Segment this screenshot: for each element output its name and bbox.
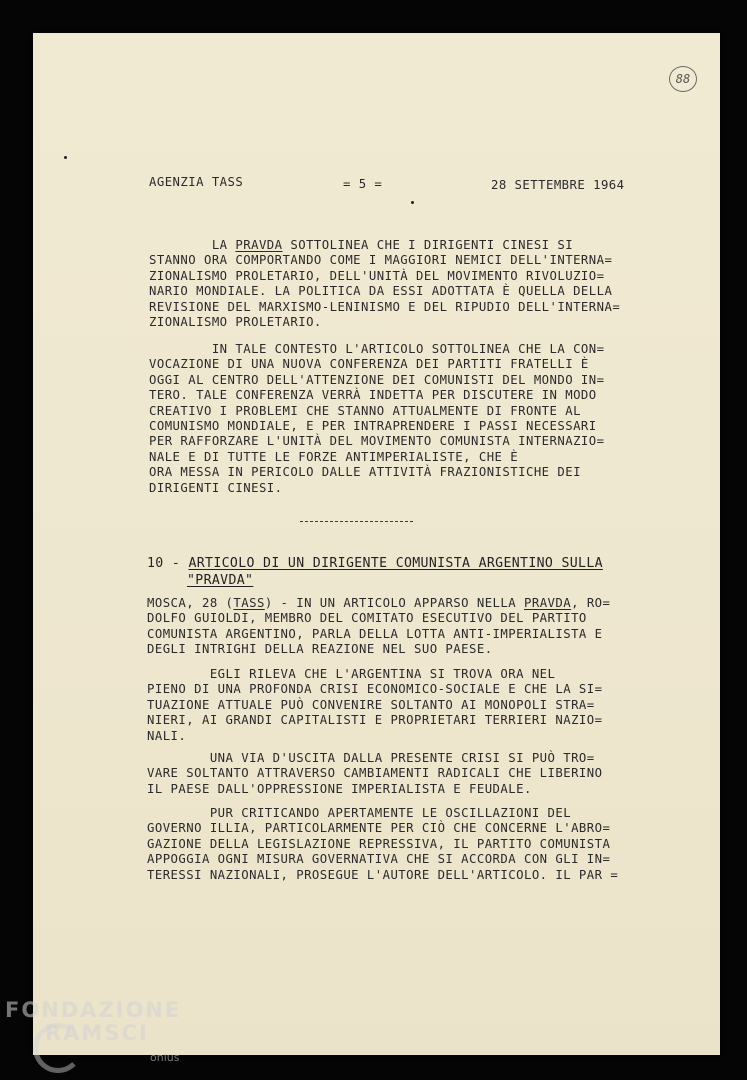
text-line: COMUNISTA ARGENTINO, PARLA DELLA LOTTA ANTI-IMPERIALISTA E: [147, 626, 603, 641]
text-line: TERO. TALE CONFERENZA VERRÀ INDETTA PER DISCUTERE IN MODO: [149, 388, 597, 403]
ink-dot: [411, 201, 414, 204]
agency-name: AGENZIA TASS: [149, 175, 244, 189]
watermark-line3: onlus: [150, 1051, 180, 1064]
text-line: DEGLI INTRIGHI DELLA REAZIONE NEL SUO PAESE.: [147, 642, 493, 657]
article-heading: [147, 555, 603, 589]
text-line: TUAZIONE ATTUALE PUÒ CONVENIRE SOLTANTO AI MONOPOLI STRA=: [147, 697, 595, 712]
page-number-annotation: 88: [669, 66, 697, 92]
text-line: DIRIGENTI CINESI.: [149, 480, 283, 495]
heading-number: 10 -: [147, 556, 189, 571]
underlined-word: PRAVDA: [523, 596, 572, 610]
paragraph-conference: [149, 342, 605, 496]
text-line: TERESSI NAZIONALI, PROSEGUE L'AUTORE DELL'ARTICOLO. IL PAR =: [147, 867, 619, 882]
margin-mark: [64, 156, 67, 159]
document-date: 28 SETTEMBRE 1964: [491, 178, 625, 192]
text-line: NIERI, AI GRANDI CAPITALISTI E PROPRIETARI TERRIERI NAZIO=: [147, 713, 603, 728]
paragraph-moscow-dispatch: [147, 596, 610, 658]
text-line: NARIO MONDIALE. LA POLITICA DA ESSI ADOTTATA È QUELLA DELLA: [149, 284, 613, 299]
paragraph-way-out: [147, 751, 603, 797]
heading-title-line1: ARTICOLO DI UN DIRIGENTE COMUNISTA ARGENTINO SULLA: [188, 556, 603, 571]
watermark-line2: RAMSCI: [45, 1021, 149, 1045]
text-line: ORA MESSA IN PERICOLO DALLE ATTIVITÀ FRAZIONISTICHE DEI: [149, 465, 581, 480]
text-line: UNA VIA D'USCITA DALLA PRESENTE CRISI SI PUÒ TRO=: [147, 751, 595, 765]
text-line: ZIONALISMO PROLETARIO, DELL'UNITÀ DEL MOVIMENTO RIVOLUZIO=: [149, 268, 605, 283]
text-line: PIENO DI UNA PROFONDA CRISI ECONOMICO-SOCIALE E CHE LA SI=: [147, 682, 603, 697]
text-line: ZIONALISMO PROLETARIO.: [149, 314, 322, 329]
text-line: LA PRAVDA SOTTOLINEA CHE I DIRIGENTI CINESI SI: [149, 238, 574, 252]
text-line: IL PAESE DALL'OPPRESSIONE IMPERIALISTA E FEUDALE.: [147, 781, 532, 796]
text-line: STANNO ORA COMPORTANDO COME I MAGGIORI NEMICI DELL'INTERNA=: [149, 253, 613, 268]
text-line: VARE SOLTANTO ATTRAVERSO CAMBIAMENTI RADICALI CHE LIBERINO: [147, 766, 603, 781]
text-line: APPOGGIA OGNI MISURA GOVERNATIVA CHE SI ACCORDA CON GLI IN=: [147, 852, 611, 867]
fondazione-gramsci-watermark: [5, 997, 205, 1077]
text-line: IN TALE CONTESTO L'ARTICOLO SOTTOLINEA CHE LA CON=: [149, 342, 605, 356]
text-line: CREATIVO I PROBLEMI CHE STANNO ATTUALMENTE DI FRONTE AL: [149, 403, 581, 418]
text-line: VOCAZIONE DI UNA NUOVA CONFERENZA DEI PARTITI FRATELLI È: [149, 357, 589, 372]
text-line: GAZIONE DELLA LEGISLAZIONE REPRESSIVA, IL PARTITO COMUNISTA: [147, 836, 611, 851]
text-line: NALI.: [147, 728, 187, 743]
text-line: EGLI RILEVA CHE L'ARGENTINA SI TROVA ORA NEL: [147, 667, 556, 681]
text-line: OGGI AL CENTRO DELL'ATTENZIONE DEI COMUNISTI DEL MONDO IN=: [149, 372, 605, 387]
heading-title-line2: "PRAVDA": [187, 573, 254, 588]
section-separator: [300, 521, 413, 522]
paragraph-argentina-crisis: [147, 667, 603, 744]
paragraph-pravda-chinese-leaders: [149, 238, 620, 330]
text-line: GOVERNO ILLIA, PARTICOLARMENTE PER CIÒ CHE CONCERNE L'ABRO=: [147, 821, 611, 836]
text-line: REVISIONE DEL MARXISMO-LENINISMO E DEL RIPUDIO DELL'INTERNA=: [149, 299, 621, 314]
underlined-word: TASS: [233, 596, 265, 610]
text-line: PER RAFFORZARE L'UNITÀ DEL MOVIMENTO COMUNISTA INTERNAZIO=: [149, 434, 605, 449]
text-line: COMUNISMO MONDIALE, E PER INTRAPRENDERE I PASSI NECESSARI: [149, 418, 597, 433]
page-indicator: = 5 =: [343, 177, 383, 191]
watermark-line1: FONDAZIONE: [5, 998, 182, 1022]
underlined-word: PRAVDA: [235, 238, 283, 252]
paragraph-illia-government: [147, 806, 618, 883]
text-line: DOLFO GUIOLDI, MEMBRO DEL COMITATO ESECUTIVO DEL PARTITO: [147, 611, 587, 626]
text-line: NALE E DI TUTTE LE FORZE ANTIMPERIALISTE, CHE È: [149, 449, 519, 464]
text-line: PUR CRITICANDO APERTAMENTE LE OSCILLAZIONI DEL: [147, 806, 572, 820]
text-line: MOSCA, 28 (TASS) - IN UN ARTICOLO APPARSO NELLA PRAVDA, RO=: [147, 596, 611, 610]
